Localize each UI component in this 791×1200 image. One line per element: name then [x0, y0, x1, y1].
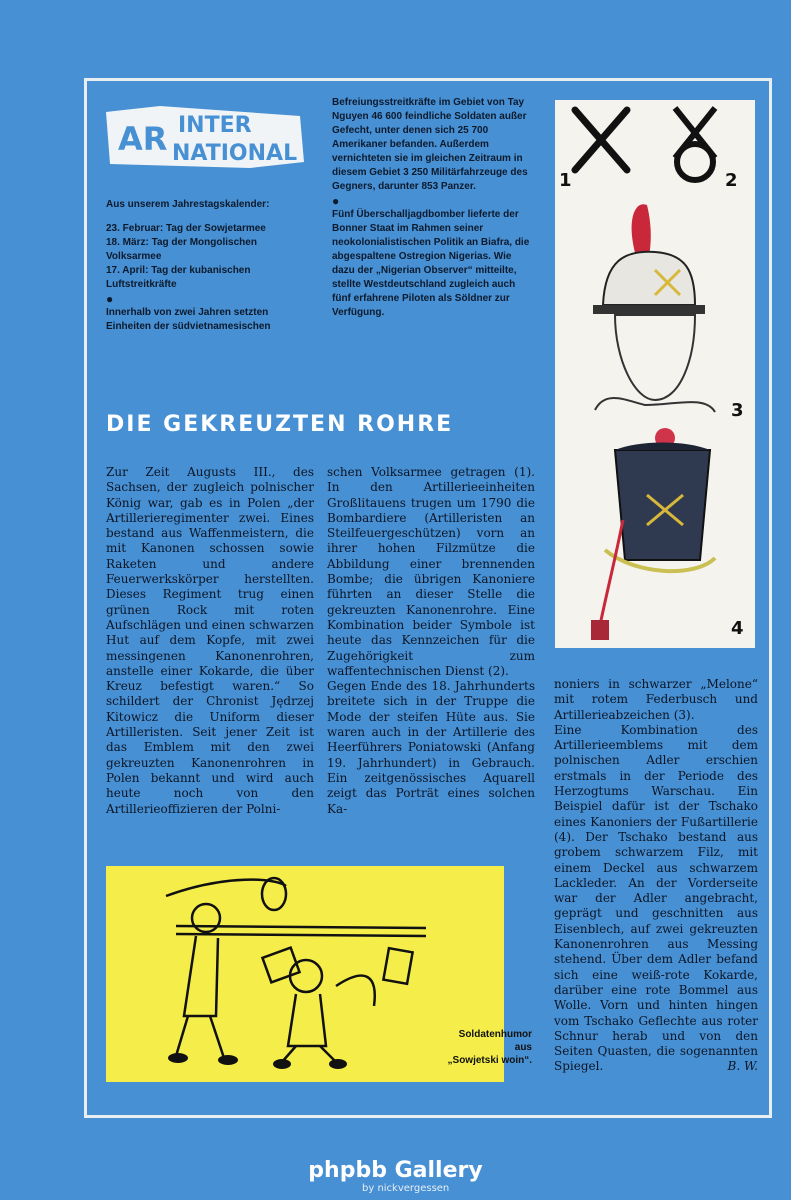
logo-text-top: INTER — [178, 113, 252, 138]
figure-1-crossed-cannons — [575, 110, 627, 170]
figure-label-3: 3 — [731, 400, 744, 421]
bullet-separator: ● — [332, 194, 340, 208]
caption-line: „Sowjetski woin“. — [447, 1055, 532, 1066]
article-paragraph — [554, 723, 758, 1075]
news-item-vietnam: Befreiungsstreitkräfte im Gebiet von Tay Nguyen 46 600 feindliche Soldaten außer Gefecht, unter denen sich 25 700 Amerikaner befanden. Außerdem vernichteten sie im gleichen Zeitraum in diesem Gebiet 3 250 Militärfahrzeuge des Gegners, darunter 853 Panzer. — [332, 97, 528, 192]
news-column — [332, 96, 536, 320]
author-signature: B. W. — [727, 1059, 758, 1074]
ar-international-logo — [100, 102, 308, 172]
calendar-item: 18. März: Tag der Mongolischen Volksarmee — [106, 237, 257, 262]
calendar-heading: Aus unserem Jahrestagskalender: — [106, 199, 270, 210]
logo-text-bottom: NATIONAL — [172, 141, 298, 166]
figure-4-tschako — [591, 428, 715, 640]
calendar-item: 23. Februar: Tag der Sowjetarmee — [106, 223, 266, 234]
figure-3-melone-hat — [593, 204, 715, 412]
bullet-separator: ● — [106, 292, 114, 306]
article-column-2 — [327, 465, 535, 817]
calendar-item: 17. April: Tag der kubanischen Luftstreitkräfte — [106, 265, 251, 290]
article-paragraph-text: Eine Kombination des Artillerieemblems mit dem polnischen Adler erschien erstmals in der Periode des Herzogtums Warschau. Ein Beispiel dafür ist der Tschako eines Kanoniers der Fußartillerie (4). Der Tschako bestand aus grobem schwarzem Filz, mit einem Deckel aus schwarzem Lackleder. An der Vorderseite war der Adler angebracht, geprägt und geschnitten aus Eisenblech, auf zwei gekreuzten Kanonenrohren aus Messing stehend. Über dem Adler befand sich eine weiß-rote Kokarde, darüber eine rote Bommel aus Wolle. Vorn und hinten hingen vom Tschako Geflechte aus roter Schnur herab und von den Seiten Quasten, die sogenannten Spiegel. — [554, 722, 758, 1074]
logo-prefix: AR — [118, 120, 168, 158]
article-title: DIE GEKREUZTEN ROHRE — [106, 412, 454, 437]
figure-2-bomb-emblem — [675, 108, 715, 180]
caption-line: aus — [514, 1042, 532, 1053]
cartoon-caption — [412, 1028, 532, 1067]
figure-label-4: 4 — [731, 618, 744, 639]
article-paragraph: Zur Zeit Augusts III., des Sachsen, der zugleich polnischer König war, gab es in Polen „der Artillerieregimenter zwei. Eines bestand aus Waffenmeistern, die mit Kanonen schossen sowie Raketen und andere Feuerwerkskörper herstellten. Dieses Regiment trug einen grünen Rock mit roten Aufschlägen und einen schwarzen Hut auf dem Kopfe, mit zwei messingenen Kanonenrohren, anstelle einer Kokarde, die über Kreuz befestigt waren.“ So schildert der Chronist Jędrzej Kitowicz die Uniform dieser Artilleristen. Seit jener Zeit ist das Emblem mit den zwei gekreuzten Kanonenrohren in Polen bekannt und wird auch heute noch von den Artillerieoffizieren der Polni- — [106, 465, 314, 816]
news-item-start: Innerhalb von zwei Jahren setzten Einheiten der südvietnamesischen — [106, 307, 271, 332]
article-column-3 — [554, 677, 758, 1075]
figure-label-1: 1 — [559, 170, 572, 191]
watermark-credit: by nickvergessen — [362, 1183, 450, 1194]
article-paragraph: noniers in schwarzer „Melone“ mit rotem Federbusch und Artillerieabzeichen (3). — [554, 677, 758, 722]
article-paragraph: Gegen Ende des 18. Jahrhunderts breitete sich in der Truppe die Mode der steifen Hüte aus. Sie waren auch in der Artillerie des Heerführers Poniatowski (Anfang 19. Jahrhundert) in Gebrauch. Ein zeitgenössisches Aquarell zeigt das Porträt eines solchen Ka- — [327, 679, 535, 816]
figure-label-2: 2 — [725, 170, 738, 191]
artillery-insignia-illustrations — [555, 100, 755, 648]
article-paragraph: schen Volksarmee getragen (1). In den Artillerieeinheiten Großlitauens trugen um 1790 die Bombardiere (Artilleristen an Steilfeuergeschützen) vorn an ihrer hohen Filzmütze die Abbildung einer brennenden Bombe; die übrigen Kanoniere führten an dieser Stelle die gekreuzten Kanonenrohre. Eine Kombination beider Symbole ist heute das Kennzeichen für die Zugehörigkeit zum waffentechnischen Dienst (2). — [327, 465, 535, 678]
news-item-biafra: Fünf Überschalljagdbomber lieferte der Bonner Staat im Rahmen seiner neokolonialistischen Politik an Biafra, die abgespaltene Ostregion Nigerias. Wie dazu der „Nigerian Observer“ mitteilte, stellte Westdeutschland zugleich auch fünf erfahrene Piloten als Söldner zur Verfügung. — [332, 209, 530, 318]
anniversary-calendar — [106, 198, 310, 334]
gallery-watermark: phpbb Gallery — [308, 1158, 483, 1183]
article-column-1 — [106, 465, 314, 817]
caption-line: Soldatenhumor — [458, 1029, 532, 1040]
